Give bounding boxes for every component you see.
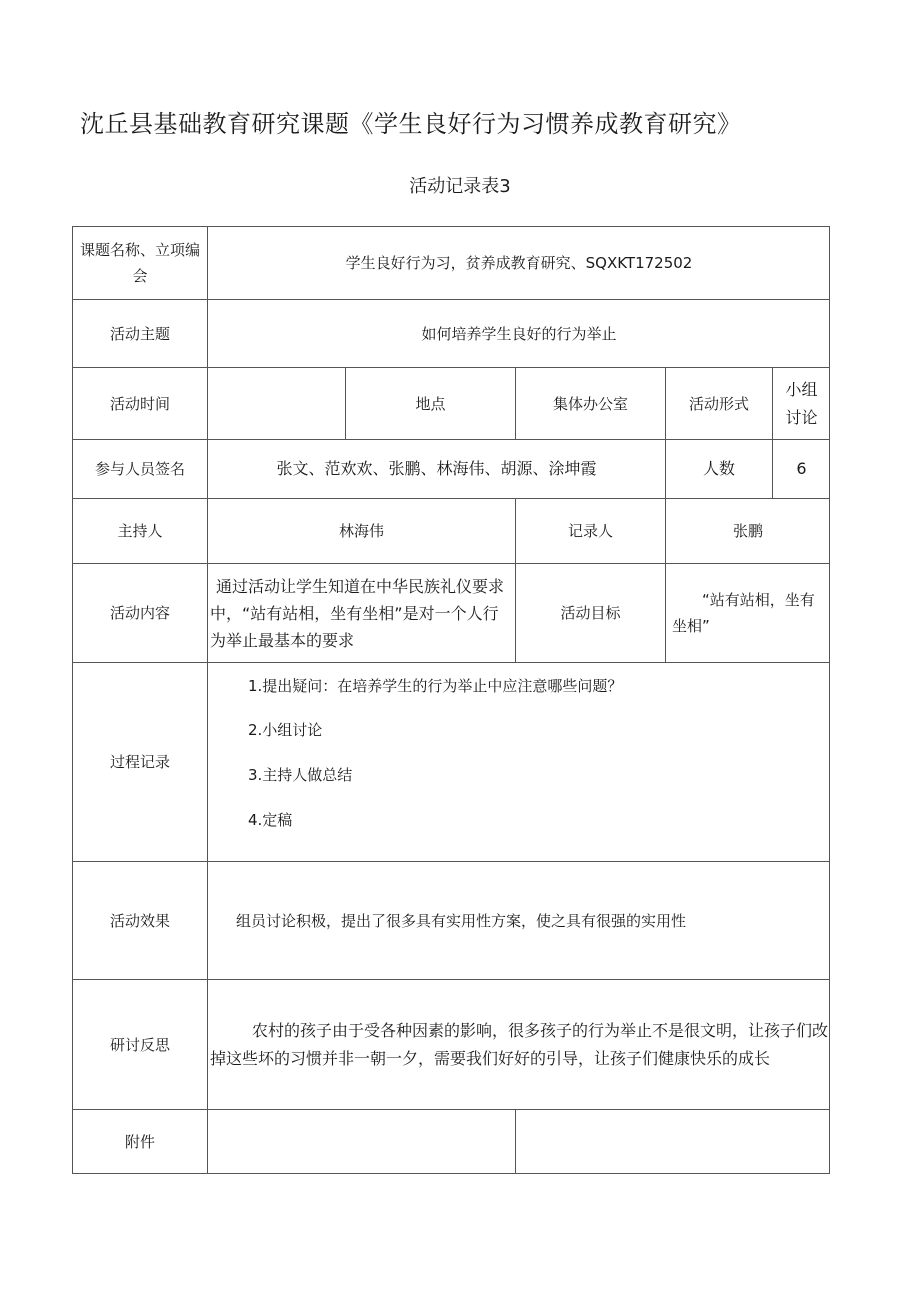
recorder-label-cell (516, 499, 666, 564)
goal-value-cell (666, 564, 830, 663)
recorder-label: 记录人 (567, 522, 613, 540)
host-label-cell (73, 499, 208, 564)
host-value-cell (208, 499, 516, 564)
goal-label: 活动目标 (560, 604, 621, 622)
process-item-3: 3.主持人做总结 (248, 766, 353, 784)
content-label-cell (73, 564, 208, 663)
process-item-4: 4.定稿 (248, 811, 293, 829)
project-label: 课题名称、立项编会 (79, 241, 200, 285)
participants-label-cell (73, 440, 208, 499)
goal-label-cell (516, 564, 666, 663)
count-value: 6 (796, 459, 807, 478)
form-value: 小组讨论 (785, 379, 818, 427)
recorder-value: 张鹏 (732, 522, 763, 540)
count-value-cell (773, 440, 830, 499)
document-subtitle: 活动记录表3 (409, 176, 511, 197)
effect-value: 组员讨论积极，提出了很多具有实用性方案，使之具有很强的实用性 (236, 911, 687, 930)
host-value: 林海伟 (338, 522, 384, 540)
reflection-label-cell (73, 980, 208, 1110)
place-label: 地点 (415, 394, 446, 413)
project-value-cell (208, 227, 830, 300)
reflection-value: 农村的孩子由于受各种因素的影响，很多孩子的行为举止不是很文明，让孩子们改掉这些坏的习惯并非一朝一夕，需要我们好好的引导，让孩子们健康快乐的成长 (210, 1020, 829, 1068)
reflection-value-cell (208, 980, 830, 1110)
content-label: 活动内容 (109, 604, 170, 622)
count-label: 人数 (702, 459, 735, 478)
participants-label: 参与人员签名 (94, 460, 185, 478)
attachment-label-cell (73, 1110, 208, 1173)
participants-value: 张文、范欢欢、张鹏、林海伟、胡源、涂坤霞 (276, 459, 597, 478)
activity-record-table (72, 226, 830, 1174)
theme-value: 如何培养学生良好的行为举止 (421, 324, 617, 343)
host-label: 主持人 (117, 522, 163, 540)
document-title: 沈丘县基础教育研究课题《学生良好行为习惯养成教育研究》 (80, 110, 742, 138)
time-label-cell (73, 368, 208, 440)
project-value: 学生良好行为习，贫养成教育研究、SQXKT172502 (345, 254, 693, 272)
theme-label: 活动主题 (109, 324, 170, 343)
process-item-1: 1.提出疑问：在培养学生的行为举止中应注意哪些问题？ (248, 677, 623, 695)
effect-label-cell (73, 862, 208, 980)
place-value-cell (516, 368, 666, 440)
form-value-cell (773, 368, 830, 440)
count-label-cell (666, 440, 773, 499)
reflection-label: 研讨反思 (109, 1035, 170, 1054)
effect-value-cell (208, 862, 830, 980)
time-value-cell (208, 368, 346, 440)
goal-value: “站有站相，坐有坐相” (672, 591, 815, 635)
content-value-cell (208, 564, 516, 663)
theme-value-cell (208, 300, 830, 368)
content-value: 通过活动让学生知道在中华民族礼仪要求中，“站有站相，坐有坐相”是对一个人行为举止最基本的要求 (210, 576, 505, 650)
participants-value-cell (208, 440, 666, 499)
process-label: 过程记录 (109, 753, 170, 771)
effect-label: 活动效果 (109, 911, 170, 930)
theme-label-cell (73, 300, 208, 368)
time-label: 活动时间 (109, 394, 170, 413)
process-item-2: 2.小组讨论 (248, 721, 323, 739)
attachment-cell-2 (516, 1110, 830, 1173)
attachment-label: 附件 (124, 1132, 155, 1151)
place-value: 集体办公室 (552, 394, 628, 413)
process-label-cell (73, 663, 208, 862)
attachment-cell-1 (208, 1110, 516, 1173)
recorder-value-cell (666, 499, 830, 564)
project-label-cell (73, 227, 208, 300)
form-label-cell (666, 368, 773, 440)
place-label-cell (346, 368, 516, 440)
form-label: 活动形式 (688, 394, 749, 413)
